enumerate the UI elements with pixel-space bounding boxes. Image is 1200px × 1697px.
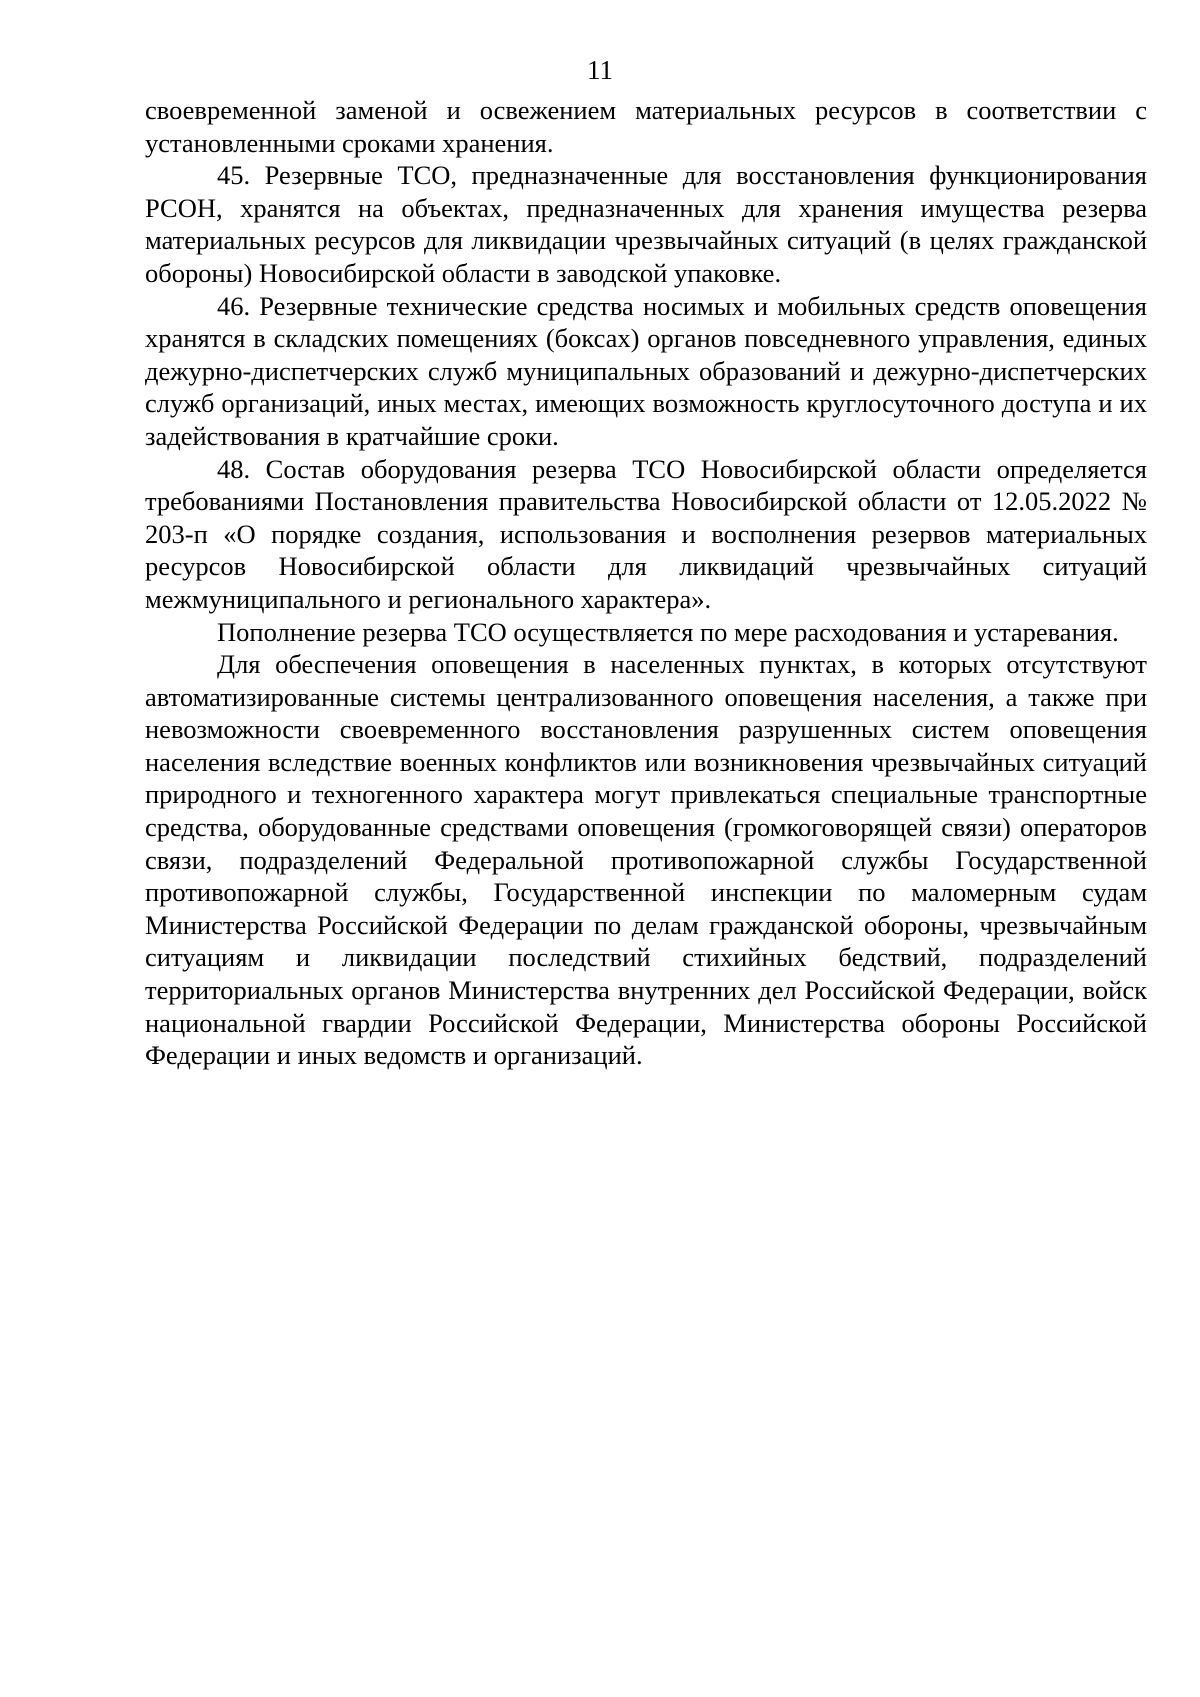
page-number: 11 <box>587 55 613 85</box>
paragraph-45: 45. Резервные ТСО, предназначенные для восстановления функционирования РСОН, хранятся на объектах, предназначенных для хранения имущества резерва материальных ресурсов для ликвидации чрезвычайных ситуаций (в целях гражданской обороны) Новосибирской области в заводской упаковке. <box>145 160 1147 288</box>
paragraph-48: 48. Состав оборудования резерва ТСО Новосибирской области определяется требованиями Постановления правительства Новосибирской области от 12.05.2022 № 203-п «О порядке создания, использования и восполнения резервов материальных ресурсов Новосибирской области для ликвидаций чрезвычайных ситуаций межмуниципального и регионального характера». <box>145 453 1147 614</box>
paragraph-continuation: своевременной заменой и освежением материальных ресурсов в соответствии с установленными сроками хранения. <box>145 95 1147 158</box>
paragraph-46: 46. Резервные технические средства носимых и мобильных средств оповещения хранятся в складских помещениях (боксах) органов повседневного управления, единых дежурно-диспетчерских служб муниципальных образований и дежурно-диспетчерских служб организаций, иных местах, имеющих возможность круглосуточного доступа и их задействования в кратчайшие сроки. <box>145 290 1147 451</box>
paragraph-replenishment: Пополнение резерва ТСО осуществляется по мере расходования и устаревания. <box>217 616 1119 647</box>
paragraph-alerting-vehicles: Для обеспечения оповещения в населенных пунктах, в которых отсутствуют автоматизированные системы централизованного оповещения населения, а также при невозможности своевременного восстановления разрушенных систем оповещения населения вследствие военных конфликтов или возникновения чрезвычайных ситуаций природного и техногенного характера могут привлекаться специальные транспортные средства, оборудованные средствами оповещения (громкоговорящей связи) операторов связи, подразделений Федеральной противопожарной службы Государственной противопожарной службы, Государственной инспекции по маломерным судам Министерства Российской Федерации по делам гражданской обороны, чрезвычайным ситуациям и ликвидации последствий стихийных бедствий, подразделений территориальных органов Министерства внутренних дел Российской Федерации, войск национальной гвардии Российской Федерации, Министерства обороны Российской Федерации и иных ведомств и организаций. <box>145 649 1147 1071</box>
document-body <box>145 94 1147 1072</box>
